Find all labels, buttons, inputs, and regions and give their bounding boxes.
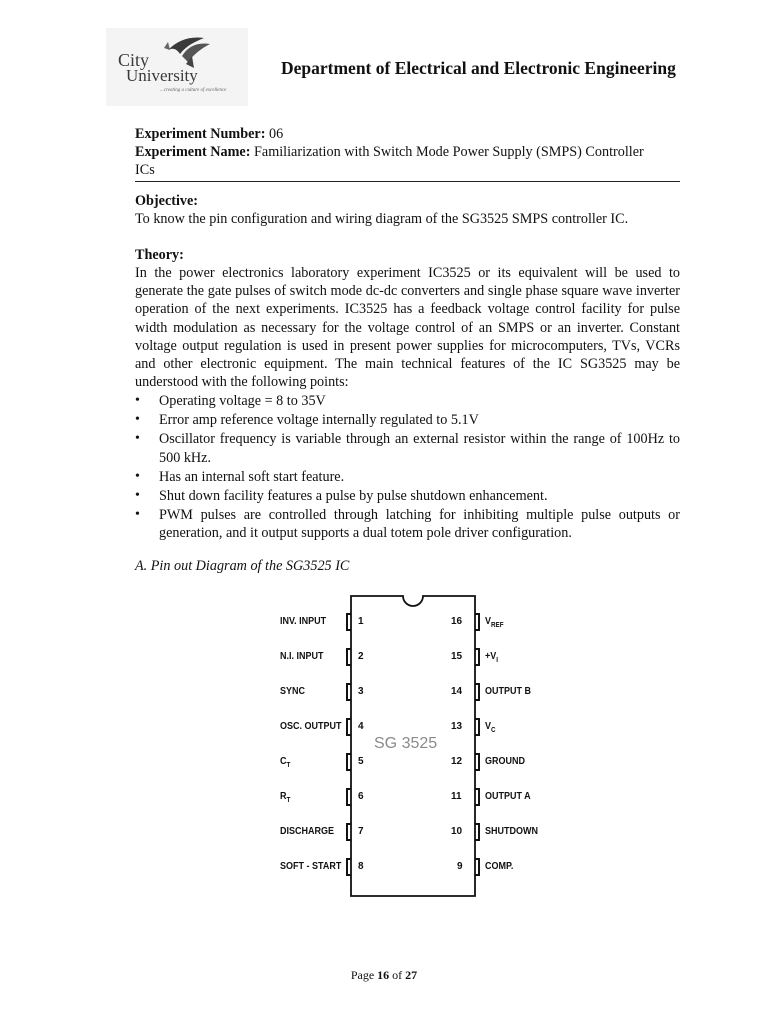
list-item: • Oscillator frequency is variable through an external resistor within the range of 100Hz to 500 kHz. [135, 430, 680, 466]
list-item: • Error amp reference voltage internally regulated to 5.1V [135, 411, 680, 429]
pin-number-7: 7 [358, 826, 364, 837]
pin-number-10: 10 [451, 826, 463, 837]
experiment-name-value: Familiarization with Switch Mode Power Supply (SMPS) Controller [250, 144, 644, 160]
pin-number-9: 9 [457, 861, 463, 872]
experiment-name-label: Experiment Name: [135, 144, 251, 160]
section-a-caption: A. Pin out Diagram of the SG3525 IC [135, 558, 350, 574]
logo-text-university: University [126, 66, 198, 85]
pin-label-11: OUTPUT A [485, 791, 531, 802]
pin-number-6: 6 [358, 791, 364, 802]
pin-label-8: SOFT - START [280, 861, 342, 872]
pin-label-12: GROUND [485, 756, 526, 767]
pin-number-5: 5 [358, 756, 364, 767]
page-of: of [389, 968, 406, 982]
pin-number-2: 2 [358, 651, 364, 662]
pin-label-15: $+V_I$ [485, 651, 499, 664]
pin-label-16: $V_{REF}$ [485, 616, 504, 629]
list-item: • Operating voltage = 8 to 35V [135, 392, 680, 410]
logo-text-city: City [118, 50, 150, 70]
university-logo [106, 28, 248, 106]
department-title: Department of Electrical and Electronic Engineering [281, 58, 676, 78]
page-number [0, 968, 768, 983]
pin-number-1: 1 [358, 616, 364, 627]
chip-name: SG 3525 [374, 735, 438, 752]
list-item: • PWM pulses are controlled through latching for inhibiting multiple pulse outputs or generation, and it output supports a dual totem pole driver configuration. [135, 506, 680, 542]
pin-number-14: 14 [451, 686, 463, 697]
pin-number-12: 12 [451, 756, 463, 767]
theory-paragraph: In the power electronics laboratory experiment IC3525 or its equivalent will be used to generate the gate pulses of switch mode dc-dc converters and single phase square wave inverter operation of the next experiments. IC3525 has a feedback voltage control facility for pulse width modulation as necessary for the voltage control of an SMPS or an inverter. Constant voltage output regulation is used in present power supplies for microcomputers, TVs, VCRs and other electronic equipment. The main technical features of the IC SG3525 may be understood with the following points: [135, 265, 680, 391]
pin-label-1: INV. INPUT [280, 616, 327, 627]
pin-number-13: 13 [451, 721, 463, 732]
page-total: 27 [405, 968, 418, 982]
pin-label-3: SYNC [280, 686, 306, 697]
pin-number-11: 11 [451, 791, 462, 802]
pin-number-3: 3 [358, 686, 364, 697]
features-list [135, 392, 680, 544]
pin-label-7: DISCHARGE [280, 826, 335, 837]
pin-number-4: 4 [358, 721, 364, 732]
experiment-name-continued: ICs [135, 162, 155, 178]
pin-number-8: 8 [358, 861, 364, 872]
pin-label-10: SHUTDOWN [485, 826, 539, 837]
experiment-number [135, 125, 283, 143]
objective-heading: Objective: [135, 193, 199, 209]
theory-heading: Theory: [135, 247, 184, 263]
pin-label-13: $V_C$ [485, 721, 496, 734]
experiment-number-value: 06 [265, 126, 284, 142]
pin-label-2: N.I. INPUT [280, 651, 324, 662]
experiment-name [135, 143, 644, 161]
pin-number-16: 16 [451, 616, 463, 627]
objective-text: To know the pin configuration and wiring diagram of the SG3525 SMPS controller IC. [135, 211, 629, 227]
page-prefix: Page [350, 968, 378, 982]
pin-label-4: OSC. OUTPUT [280, 721, 342, 732]
pin-label-14: OUTPUT B [485, 686, 531, 697]
section-divider [135, 181, 680, 182]
logo-tagline: ...creating a culture of excellence [160, 88, 227, 93]
ic-pinout-diagram [270, 588, 545, 903]
pin-label-5: $C_T$ [280, 756, 291, 769]
experiment-number-label: Experiment Number: [135, 126, 266, 142]
pin-label-6: $R_T$ [280, 791, 291, 804]
list-item: • Has an internal soft start feature. [135, 468, 680, 486]
pin-number-15: 15 [451, 651, 463, 662]
pin-label-9: COMP. [485, 861, 514, 872]
list-item: • Shut down facility features a pulse by pulse shutdown enhancement. [135, 487, 680, 505]
page-current: 16 [377, 968, 390, 982]
